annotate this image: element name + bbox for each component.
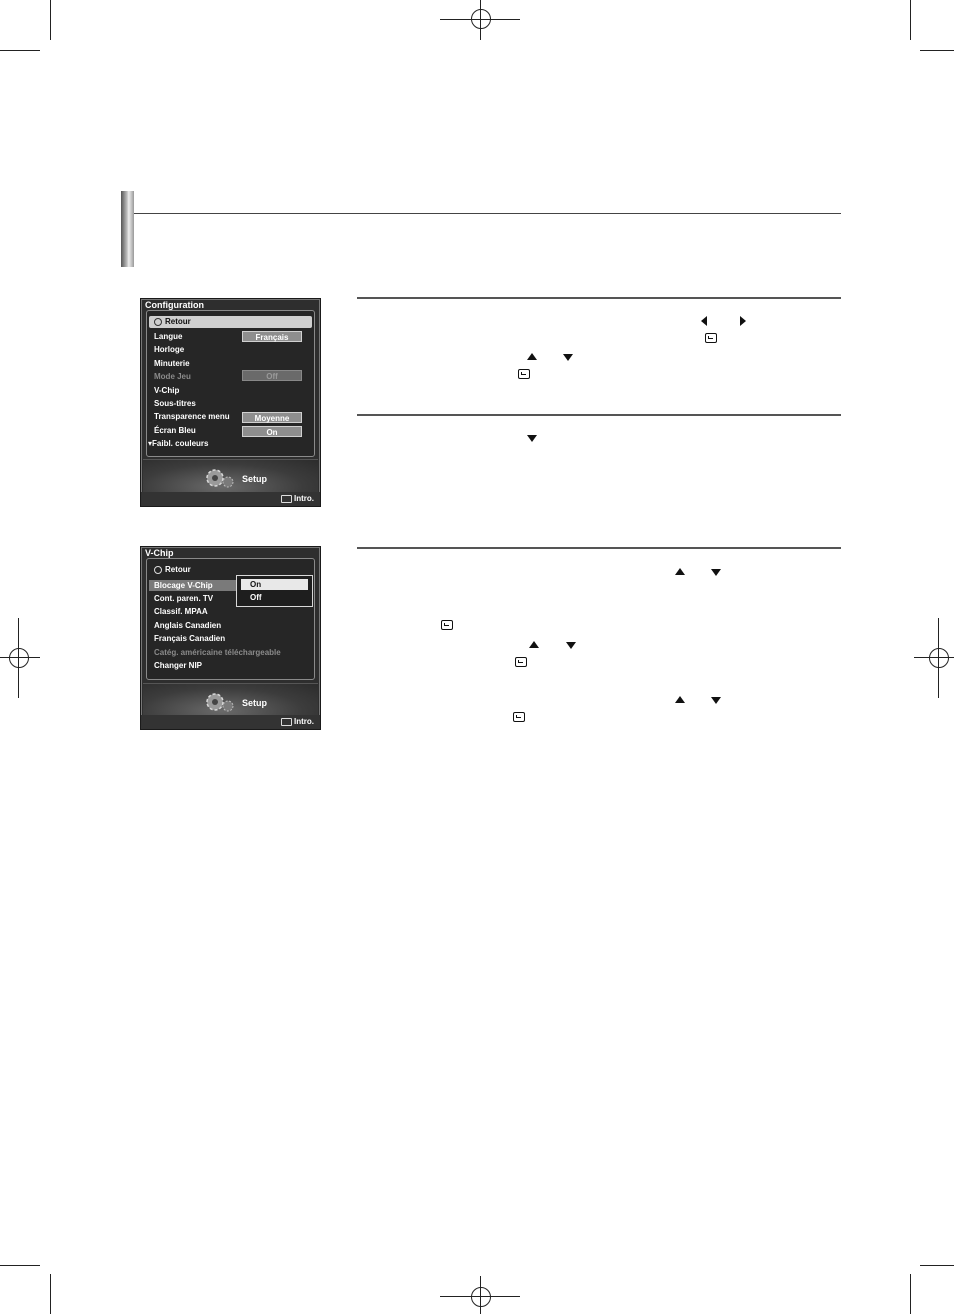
enter-hint: Intro. — [281, 717, 314, 726]
crop-mark — [480, 1276, 481, 1314]
triangle-down-icon — [527, 435, 537, 442]
menu-item-classif-mpaa[interactable]: Classif. MPAA — [154, 607, 208, 616]
menu-item-categ-americaine: Catég. américaine téléchargeable — [154, 648, 281, 657]
menu-item-francais-canadien[interactable]: Français Canadien — [154, 634, 226, 643]
triangle-down-icon — [566, 642, 576, 649]
enter-icon — [281, 495, 292, 503]
section-header-bar — [121, 191, 134, 267]
gear-icon — [203, 466, 237, 490]
menu-item-v-chip[interactable]: V-Chip — [154, 386, 180, 395]
menu-item-langue[interactable]: Langue — [154, 332, 183, 341]
popup-option-off[interactable]: Off — [250, 593, 262, 602]
menu-item-retour[interactable]: Retour — [149, 316, 312, 328]
enter-icon — [705, 333, 717, 343]
step-divider — [357, 547, 841, 549]
menu-bottom-bar — [141, 492, 320, 506]
crop-mark — [0, 657, 40, 658]
return-icon — [154, 318, 162, 326]
enter-hint: Intro. — [281, 494, 314, 503]
triangle-up-icon — [527, 353, 537, 360]
menu-item-minuterie[interactable]: Minuterie — [154, 359, 190, 368]
registration-mark-icon — [9, 648, 29, 668]
triangle-up-icon — [675, 568, 685, 575]
triangle-up-icon — [529, 641, 539, 648]
triangle-down-icon — [711, 697, 721, 704]
crop-mark — [914, 657, 954, 658]
footer-label: Setup — [242, 474, 268, 484]
menu-item-cont-paren-tv[interactable]: Cont. paren. TV — [154, 594, 214, 603]
step-divider — [357, 297, 841, 299]
down-arrow-icon: ▾ — [148, 439, 153, 448]
menu-item-retour[interactable]: Retour — [154, 565, 191, 575]
enter-icon — [513, 712, 525, 722]
menu-bottom-bar — [141, 715, 320, 729]
configuration-menu — [140, 298, 321, 507]
menu-item-mode-jeu: Mode Jeu — [154, 372, 191, 381]
triangle-up-icon — [675, 696, 685, 703]
menu-title: Configuration — [145, 300, 204, 310]
enter-icon — [515, 657, 527, 667]
crop-mark — [0, 50, 40, 51]
menu-item-horloge[interactable]: Horloge — [154, 345, 185, 354]
section-header-rule — [134, 213, 841, 214]
registration-mark-icon — [929, 648, 949, 668]
crop-mark — [50, 0, 51, 40]
menu-item-transparence[interactable]: Transparence menu — [154, 412, 230, 421]
crop-mark — [910, 1274, 911, 1314]
menu-list — [146, 310, 315, 457]
crop-mark — [938, 618, 939, 698]
mode-jeu-value: Off — [242, 370, 302, 381]
crop-mark — [18, 618, 19, 698]
transparence-value: Moyenne — [242, 412, 302, 423]
enter-icon — [441, 620, 453, 630]
triangle-left-icon — [701, 316, 707, 326]
crop-mark — [0, 1265, 40, 1266]
menu-item-blocage-v-chip[interactable]: Blocage V-Chip — [149, 580, 238, 591]
ecran-bleu-value: On — [242, 426, 302, 437]
menu-item-anglais-canadien[interactable]: Anglais Canadien — [154, 621, 222, 630]
menu-item-faibl-couleurs[interactable]: ▾Faibl. couleurs — [148, 439, 209, 448]
popup-option-on[interactable]: On — [241, 579, 308, 590]
gear-icon — [203, 690, 237, 714]
menu-item-changer-nip[interactable]: Changer NIP — [154, 661, 203, 670]
crop-mark — [480, 0, 481, 40]
enter-icon — [518, 369, 530, 379]
crop-mark — [910, 0, 911, 40]
footer-label: Setup — [242, 698, 268, 708]
triangle-down-icon — [711, 569, 721, 576]
enter-icon — [281, 718, 292, 726]
crop-mark — [50, 1274, 51, 1314]
return-icon — [154, 566, 162, 574]
triangle-down-icon — [563, 354, 573, 361]
triangle-right-icon — [740, 316, 746, 326]
langue-value: Français — [242, 331, 302, 342]
menu-list — [146, 558, 315, 680]
menu-title: V-Chip — [145, 548, 174, 558]
blocage-popup — [236, 575, 313, 607]
crop-mark — [920, 50, 954, 51]
registration-mark-icon — [471, 1287, 491, 1307]
vchip-menu — [140, 546, 321, 730]
crop-mark — [920, 1265, 954, 1266]
menu-item-sous-titres[interactable]: Sous-titres — [154, 399, 196, 408]
menu-item-ecran-bleu[interactable]: Écran Bleu — [154, 426, 196, 435]
step-divider — [357, 414, 841, 416]
